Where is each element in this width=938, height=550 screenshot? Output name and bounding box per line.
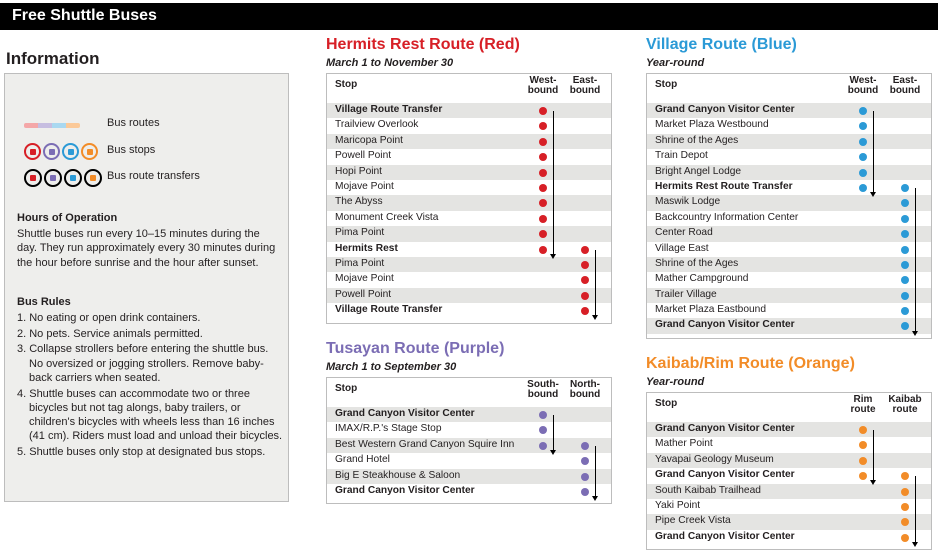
stop-dot bbox=[539, 426, 547, 434]
stop-name: Grand Canyon Visitor Center bbox=[655, 423, 795, 434]
direction-1-header: West- bound bbox=[527, 75, 559, 96]
stop-dot bbox=[581, 488, 589, 496]
stop-dot bbox=[859, 457, 867, 465]
table-row bbox=[327, 422, 611, 437]
rules-list bbox=[17, 311, 283, 461]
direction-2-header: East- bound bbox=[569, 75, 601, 96]
table-row bbox=[327, 453, 611, 468]
stop-dot bbox=[859, 184, 867, 192]
stop-dot bbox=[901, 518, 909, 526]
direction-1-header: South- bound bbox=[527, 379, 559, 400]
direction-2-header: Kaibab route bbox=[888, 394, 922, 415]
route-line-icon bbox=[24, 123, 80, 128]
route-blue-subtitle: Year-round bbox=[646, 57, 705, 69]
legend-bus-transfers: Bus route transfers bbox=[5, 167, 288, 187]
rules-heading: Bus Rules bbox=[17, 296, 71, 308]
stop-name: Powell Point bbox=[335, 150, 392, 162]
stop-dot bbox=[581, 457, 589, 465]
stop-name: Trailview Overlook bbox=[335, 119, 419, 131]
stop-dot bbox=[901, 199, 909, 207]
stop-dot bbox=[859, 472, 867, 480]
stop-dot bbox=[901, 503, 909, 511]
stop-name: Mojave Point bbox=[335, 180, 394, 192]
route-orange-subtitle: Year-round bbox=[646, 376, 705, 388]
stop-dot bbox=[859, 122, 867, 130]
direction-line bbox=[873, 430, 874, 480]
stop-dot bbox=[581, 442, 589, 450]
direction-2-header: North- bound bbox=[569, 379, 601, 400]
stop-name: Monument Creek Vista bbox=[335, 211, 439, 223]
route-red-title: Hermits Rest Route (Red) bbox=[326, 36, 520, 53]
legend-bus-routes: Bus routes bbox=[5, 114, 288, 134]
stop-name: Center Road bbox=[655, 227, 713, 239]
stop-name: Powell Point bbox=[335, 288, 392, 300]
arrow-down-icon bbox=[592, 315, 598, 320]
stop-dot bbox=[539, 122, 547, 130]
hours-text: Shuttle buses run every 10–15 minutes during the day. They run approximately every 30 minutes during the hour before sunrise and the hour after sunset. bbox=[17, 228, 276, 269]
route-orange-title: Kaibab/Rim Route (Orange) bbox=[646, 355, 855, 372]
table-row bbox=[647, 134, 931, 149]
table-row bbox=[647, 453, 931, 468]
stop-name: Yaki Point bbox=[655, 499, 701, 511]
table-row bbox=[647, 272, 931, 287]
stop-dot bbox=[859, 107, 867, 115]
table-row bbox=[327, 149, 611, 164]
table-row bbox=[327, 211, 611, 226]
stop-dot bbox=[901, 488, 909, 496]
arrow-down-icon bbox=[592, 496, 598, 501]
stop-dot bbox=[901, 246, 909, 254]
table-header bbox=[647, 393, 931, 422]
stop-name: IMAX/R.P.'s Stage Stop bbox=[335, 423, 442, 435]
table-row bbox=[327, 118, 611, 133]
stop-column-header: Stop bbox=[655, 398, 678, 409]
direction-line bbox=[915, 188, 916, 331]
table-row bbox=[647, 318, 931, 333]
stop-name: Grand Canyon Visitor Center bbox=[655, 104, 795, 115]
route-red-table bbox=[326, 73, 612, 324]
table-row bbox=[327, 180, 611, 195]
stop-dot bbox=[581, 292, 589, 300]
stop-name: Grand Hotel bbox=[335, 454, 390, 466]
stop-name: Pima Point bbox=[335, 227, 385, 239]
stop-dot bbox=[859, 441, 867, 449]
direction-1-header: West- bound bbox=[847, 75, 879, 96]
stop-name: Mather Campground bbox=[655, 273, 749, 285]
stop-name: Pipe Creek Vista bbox=[655, 515, 731, 527]
table-row bbox=[647, 288, 931, 303]
stop-name: Trailer Village bbox=[655, 288, 717, 300]
stop-dot bbox=[539, 184, 547, 192]
table-row bbox=[647, 499, 931, 514]
stop-name: Bright Angel Lodge bbox=[655, 165, 742, 177]
route-blue-table bbox=[646, 73, 932, 339]
direction-line bbox=[595, 446, 596, 496]
stop-name: Yavapai Geology Museum bbox=[655, 453, 774, 465]
direction-line bbox=[595, 250, 596, 316]
stop-column-header: Stop bbox=[335, 383, 358, 394]
table-row bbox=[327, 257, 611, 272]
table-row bbox=[647, 422, 931, 437]
stop-dot bbox=[901, 261, 909, 269]
arrow-down-icon bbox=[550, 254, 556, 259]
table-row bbox=[327, 195, 611, 210]
rule-item: 3. Collapse strollers before entering the shuttle bus. No oversized or jogging strollers. Remove baby-back carriers when seated. bbox=[17, 343, 269, 384]
stop-column-header: Stop bbox=[655, 79, 678, 90]
stop-dot bbox=[581, 307, 589, 315]
direction-line bbox=[553, 111, 554, 254]
stop-dot bbox=[581, 246, 589, 254]
stop-name: Grand Canyon Visitor Center bbox=[335, 484, 475, 496]
route-purple-subtitle: March 1 to September 30 bbox=[326, 361, 457, 373]
stop-dot bbox=[901, 184, 909, 192]
table-row bbox=[647, 303, 931, 318]
stop-name: Big E Steakhouse & Saloon bbox=[335, 469, 461, 481]
stop-name: Grand Canyon Visitor Center bbox=[655, 469, 795, 481]
arrow-down-icon bbox=[870, 480, 876, 485]
stop-name: Shrine of the Ages bbox=[655, 257, 739, 269]
stop-dot bbox=[539, 169, 547, 177]
hours-heading: Hours of Operation bbox=[17, 212, 118, 224]
stop-name: Hermits Rest bbox=[335, 242, 398, 254]
stop-name: Mojave Point bbox=[335, 273, 394, 285]
direction-line bbox=[873, 111, 874, 192]
stop-dot bbox=[901, 230, 909, 238]
table-row bbox=[647, 211, 931, 226]
table-row bbox=[327, 272, 611, 287]
stop-dot bbox=[859, 138, 867, 146]
stop-name: Market Plaza Westbound bbox=[655, 119, 769, 131]
table-row bbox=[327, 484, 611, 499]
table-row bbox=[327, 407, 611, 422]
stop-name: Village East bbox=[655, 242, 709, 254]
stop-dot bbox=[901, 215, 909, 223]
stop-dot bbox=[539, 230, 547, 238]
route-blue-heading bbox=[646, 36, 797, 69]
stop-dot bbox=[539, 442, 547, 450]
table-row bbox=[647, 514, 931, 529]
stop-name: Grand Canyon Visitor Center bbox=[655, 530, 795, 542]
route-purple-title: Tusayan Route (Purple) bbox=[326, 340, 505, 357]
table-row bbox=[327, 303, 611, 318]
table-row bbox=[647, 257, 931, 272]
direction-line bbox=[553, 415, 554, 450]
stop-dot bbox=[539, 199, 547, 207]
direction-line bbox=[915, 476, 916, 542]
stop-dot bbox=[901, 472, 909, 480]
table-header bbox=[327, 378, 611, 407]
rule-item: 2. No pets. Service animals permitted. bbox=[17, 327, 203, 340]
table-header bbox=[647, 74, 931, 103]
table-row bbox=[327, 165, 611, 180]
table-row bbox=[327, 134, 611, 149]
table-row bbox=[647, 437, 931, 452]
stop-dot bbox=[539, 107, 547, 115]
table-row bbox=[647, 118, 931, 133]
table-row bbox=[647, 530, 931, 545]
stop-name: South Kaibab Trailhead bbox=[655, 484, 761, 496]
table-row bbox=[647, 468, 931, 483]
table-row bbox=[327, 242, 611, 257]
stop-dot bbox=[901, 534, 909, 542]
direction-2-header: East- bound bbox=[889, 75, 921, 96]
rule-item: 1. No eating or open drink containers. bbox=[17, 312, 201, 324]
stop-name: Market Plaza Eastbound bbox=[655, 304, 766, 316]
stop-dot bbox=[859, 169, 867, 177]
table-row bbox=[647, 180, 931, 195]
stop-name: Village Route Transfer bbox=[335, 104, 443, 115]
page-title: Free Shuttle Buses bbox=[12, 7, 157, 24]
stop-dot bbox=[539, 411, 547, 419]
bus-transfer-icon bbox=[24, 169, 102, 187]
route-red-heading bbox=[326, 36, 520, 69]
stop-name: The Abyss bbox=[335, 196, 383, 208]
information-title: Information bbox=[6, 49, 100, 68]
route-red-subtitle: March 1 to November 30 bbox=[326, 57, 454, 69]
rule-item: 5. Shuttle buses only stop at designated bus stops. bbox=[17, 445, 266, 458]
stop-dot bbox=[539, 246, 547, 254]
stop-name: Pima Point bbox=[335, 257, 385, 269]
stop-dot bbox=[581, 473, 589, 481]
stop-dot bbox=[859, 153, 867, 161]
bus-stop-icon bbox=[24, 143, 98, 160]
table-row bbox=[327, 438, 611, 453]
table-row bbox=[327, 103, 611, 118]
arrow-down-icon bbox=[870, 192, 876, 197]
stop-dot bbox=[901, 322, 909, 330]
stop-name: Shrine of the Ages bbox=[655, 134, 739, 146]
information-panel bbox=[4, 46, 289, 500]
stop-dot bbox=[581, 261, 589, 269]
route-purple-heading bbox=[326, 340, 504, 373]
stop-dot bbox=[581, 276, 589, 284]
table-row bbox=[327, 288, 611, 303]
arrow-down-icon bbox=[550, 450, 556, 455]
stop-dot bbox=[901, 307, 909, 315]
stop-name: Grand Canyon Visitor Center bbox=[655, 319, 795, 331]
header-bar bbox=[0, 3, 938, 30]
arrow-down-icon bbox=[912, 331, 918, 336]
table-row bbox=[327, 226, 611, 241]
stop-name: Maricopa Point bbox=[335, 134, 403, 146]
stop-name: Train Depot bbox=[655, 150, 708, 162]
stop-dot bbox=[901, 276, 909, 284]
stop-dot bbox=[539, 153, 547, 161]
stop-name: Hermits Rest Route Transfer bbox=[655, 180, 793, 192]
table-row bbox=[647, 226, 931, 241]
legend-bus-stops: Bus stops bbox=[5, 141, 288, 161]
stop-dot bbox=[539, 138, 547, 146]
table-row bbox=[647, 484, 931, 499]
stop-column-header: Stop bbox=[335, 79, 358, 90]
table-row bbox=[647, 195, 931, 210]
table-row bbox=[647, 165, 931, 180]
information-box bbox=[4, 73, 289, 502]
stop-dot bbox=[539, 215, 547, 223]
stop-name: Best Western Grand Canyon Squire Inn bbox=[335, 438, 515, 450]
arrow-down-icon bbox=[912, 542, 918, 547]
table-row bbox=[647, 242, 931, 257]
route-orange-table bbox=[646, 392, 932, 550]
route-blue-title: Village Route (Blue) bbox=[646, 36, 797, 53]
stop-name: Hopi Point bbox=[335, 165, 383, 177]
table-row bbox=[647, 103, 931, 118]
table-row bbox=[327, 469, 611, 484]
stop-dot bbox=[859, 426, 867, 434]
stop-name: Maswik Lodge bbox=[655, 196, 721, 208]
stop-name: Backcountry Information Center bbox=[655, 211, 799, 223]
direction-1-header: Rim route bbox=[850, 394, 876, 415]
table-header bbox=[327, 74, 611, 103]
stop-name: Mather Point bbox=[655, 438, 713, 450]
rule-item: 4. Shuttle buses can accommodate two or three bicycles but not tag alongs, baby trailers, or children's bicycles with wheels less than 16 inches (41 cm). Riders must load and unload their bicycles. bbox=[17, 387, 283, 443]
stop-name: Village Route Transfer bbox=[335, 304, 443, 316]
stop-dot bbox=[901, 292, 909, 300]
table-row bbox=[647, 149, 931, 164]
route-orange-heading bbox=[646, 355, 855, 388]
route-purple-table bbox=[326, 377, 612, 504]
stop-name: Grand Canyon Visitor Center bbox=[335, 408, 475, 419]
